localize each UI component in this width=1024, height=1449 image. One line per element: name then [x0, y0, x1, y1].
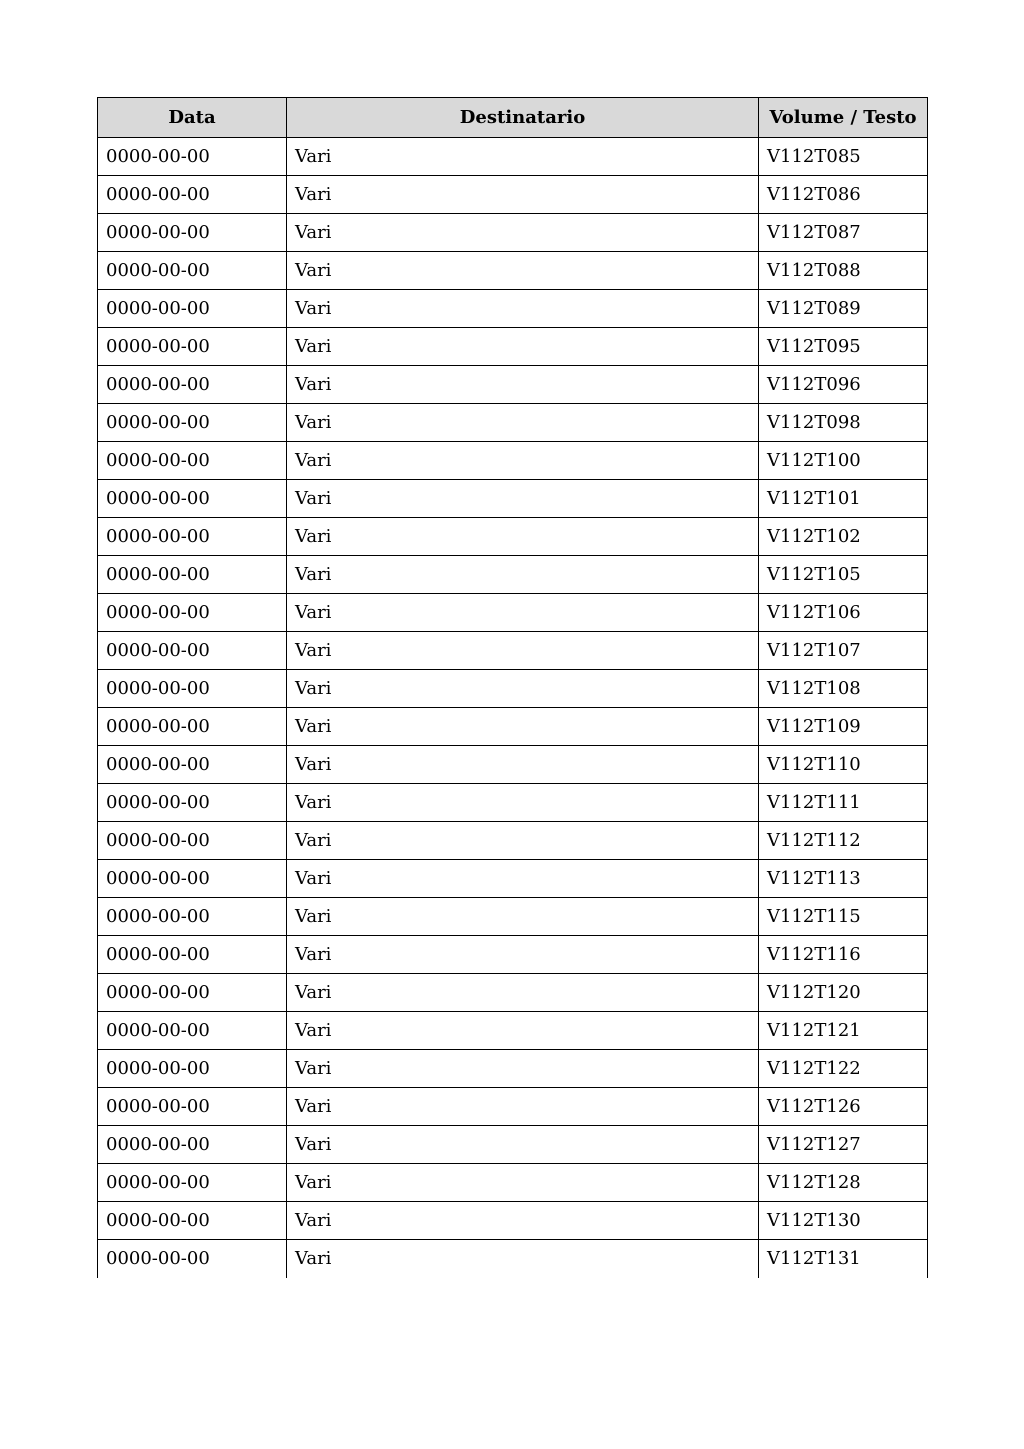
cell-date: 0000-00-00	[98, 138, 287, 176]
letters-table	[97, 97, 928, 1278]
cell-date: 0000-00-00	[98, 214, 287, 252]
cell-date: 0000-00-00	[98, 1240, 287, 1278]
cell-recipient: Vari	[287, 670, 759, 708]
cell-volume: V112T112	[759, 822, 928, 860]
cell-recipient: Vari	[287, 176, 759, 214]
cell-date: 0000-00-00	[98, 442, 287, 480]
cell-date: 0000-00-00	[98, 290, 287, 328]
cell-date: 0000-00-00	[98, 784, 287, 822]
header-volume: Volume / Testo	[759, 98, 928, 138]
cell-date: 0000-00-00	[98, 1012, 287, 1050]
cell-recipient: Vari	[287, 442, 759, 480]
cell-volume: V112T109	[759, 708, 928, 746]
cell-recipient: Vari	[287, 1164, 759, 1202]
cell-volume: V112T085	[759, 138, 928, 176]
cell-volume: V112T128	[759, 1164, 928, 1202]
cell-volume: V112T095	[759, 328, 928, 366]
cell-date: 0000-00-00	[98, 480, 287, 518]
cell-volume: V112T110	[759, 746, 928, 784]
table-row	[98, 518, 928, 556]
cell-date: 0000-00-00	[98, 176, 287, 214]
table-row	[98, 480, 928, 518]
cell-volume: V112T122	[759, 1050, 928, 1088]
cell-volume: V112T098	[759, 404, 928, 442]
cell-recipient: Vari	[287, 290, 759, 328]
cell-recipient: Vari	[287, 1012, 759, 1050]
table-row	[98, 746, 928, 784]
cell-recipient: Vari	[287, 480, 759, 518]
cell-recipient: Vari	[287, 252, 759, 290]
cell-recipient: Vari	[287, 138, 759, 176]
document-page	[97, 97, 927, 1278]
cell-date: 0000-00-00	[98, 594, 287, 632]
cell-recipient: Vari	[287, 822, 759, 860]
cell-recipient: Vari	[287, 708, 759, 746]
cell-volume: V112T089	[759, 290, 928, 328]
cell-recipient: Vari	[287, 214, 759, 252]
cell-recipient: Vari	[287, 366, 759, 404]
cell-volume: V112T126	[759, 1088, 928, 1126]
table-row	[98, 936, 928, 974]
cell-recipient: Vari	[287, 518, 759, 556]
cell-volume: V112T130	[759, 1202, 928, 1240]
cell-date: 0000-00-00	[98, 1126, 287, 1164]
cell-date: 0000-00-00	[98, 404, 287, 442]
cell-recipient: Vari	[287, 1050, 759, 1088]
table-row	[98, 594, 928, 632]
cell-volume: V112T116	[759, 936, 928, 974]
cell-recipient: Vari	[287, 936, 759, 974]
table-row	[98, 860, 928, 898]
cell-volume: V112T100	[759, 442, 928, 480]
cell-recipient: Vari	[287, 404, 759, 442]
cell-recipient: Vari	[287, 632, 759, 670]
cell-date: 0000-00-00	[98, 860, 287, 898]
cell-volume: V112T102	[759, 518, 928, 556]
table-row	[98, 632, 928, 670]
cell-recipient: Vari	[287, 1126, 759, 1164]
cell-recipient: Vari	[287, 784, 759, 822]
cell-volume: V112T088	[759, 252, 928, 290]
table-row	[98, 1240, 928, 1278]
cell-date: 0000-00-00	[98, 822, 287, 860]
table-row	[98, 252, 928, 290]
cell-volume: V112T087	[759, 214, 928, 252]
cell-date: 0000-00-00	[98, 1202, 287, 1240]
table-row	[98, 670, 928, 708]
cell-recipient: Vari	[287, 556, 759, 594]
table-row	[98, 708, 928, 746]
cell-volume: V112T115	[759, 898, 928, 936]
cell-date: 0000-00-00	[98, 708, 287, 746]
cell-date: 0000-00-00	[98, 1088, 287, 1126]
cell-recipient: Vari	[287, 974, 759, 1012]
cell-volume: V112T107	[759, 632, 928, 670]
cell-recipient: Vari	[287, 1240, 759, 1278]
table-row	[98, 822, 928, 860]
table-row	[98, 1202, 928, 1240]
cell-date: 0000-00-00	[98, 328, 287, 366]
table-body	[98, 138, 928, 1278]
cell-date: 0000-00-00	[98, 1050, 287, 1088]
cell-date: 0000-00-00	[98, 746, 287, 784]
table-row	[98, 404, 928, 442]
cell-volume: V112T131	[759, 1240, 928, 1278]
cell-volume: V112T101	[759, 480, 928, 518]
table-row	[98, 898, 928, 936]
cell-recipient: Vari	[287, 594, 759, 632]
cell-volume: V112T127	[759, 1126, 928, 1164]
cell-recipient: Vari	[287, 898, 759, 936]
cell-date: 0000-00-00	[98, 1164, 287, 1202]
table-row	[98, 442, 928, 480]
header-recipient: Destinatario	[287, 98, 759, 138]
cell-date: 0000-00-00	[98, 936, 287, 974]
table-row	[98, 328, 928, 366]
table-row	[98, 1126, 928, 1164]
table-row	[98, 1164, 928, 1202]
table-row	[98, 176, 928, 214]
cell-date: 0000-00-00	[98, 518, 287, 556]
table-row	[98, 784, 928, 822]
cell-date: 0000-00-00	[98, 366, 287, 404]
cell-volume: V112T086	[759, 176, 928, 214]
cell-date: 0000-00-00	[98, 898, 287, 936]
cell-volume: V112T106	[759, 594, 928, 632]
cell-date: 0000-00-00	[98, 556, 287, 594]
table-row	[98, 1088, 928, 1126]
cell-recipient: Vari	[287, 1088, 759, 1126]
cell-recipient: Vari	[287, 746, 759, 784]
cell-recipient: Vari	[287, 1202, 759, 1240]
table-header	[98, 98, 928, 138]
cell-volume: V112T113	[759, 860, 928, 898]
table-row	[98, 1012, 928, 1050]
cell-volume: V112T096	[759, 366, 928, 404]
header-row	[98, 98, 928, 138]
table-row	[98, 1050, 928, 1088]
table-row	[98, 556, 928, 594]
header-date: Data	[98, 98, 287, 138]
table-row	[98, 290, 928, 328]
table-row	[98, 366, 928, 404]
cell-volume: V112T108	[759, 670, 928, 708]
cell-volume: V112T111	[759, 784, 928, 822]
cell-volume: V112T120	[759, 974, 928, 1012]
cell-date: 0000-00-00	[98, 632, 287, 670]
table-row	[98, 974, 928, 1012]
table-row	[98, 214, 928, 252]
cell-recipient: Vari	[287, 860, 759, 898]
cell-date: 0000-00-00	[98, 974, 287, 1012]
table-row	[98, 138, 928, 176]
cell-volume: V112T105	[759, 556, 928, 594]
cell-date: 0000-00-00	[98, 252, 287, 290]
cell-volume: V112T121	[759, 1012, 928, 1050]
cell-recipient: Vari	[287, 328, 759, 366]
cell-date: 0000-00-00	[98, 670, 287, 708]
